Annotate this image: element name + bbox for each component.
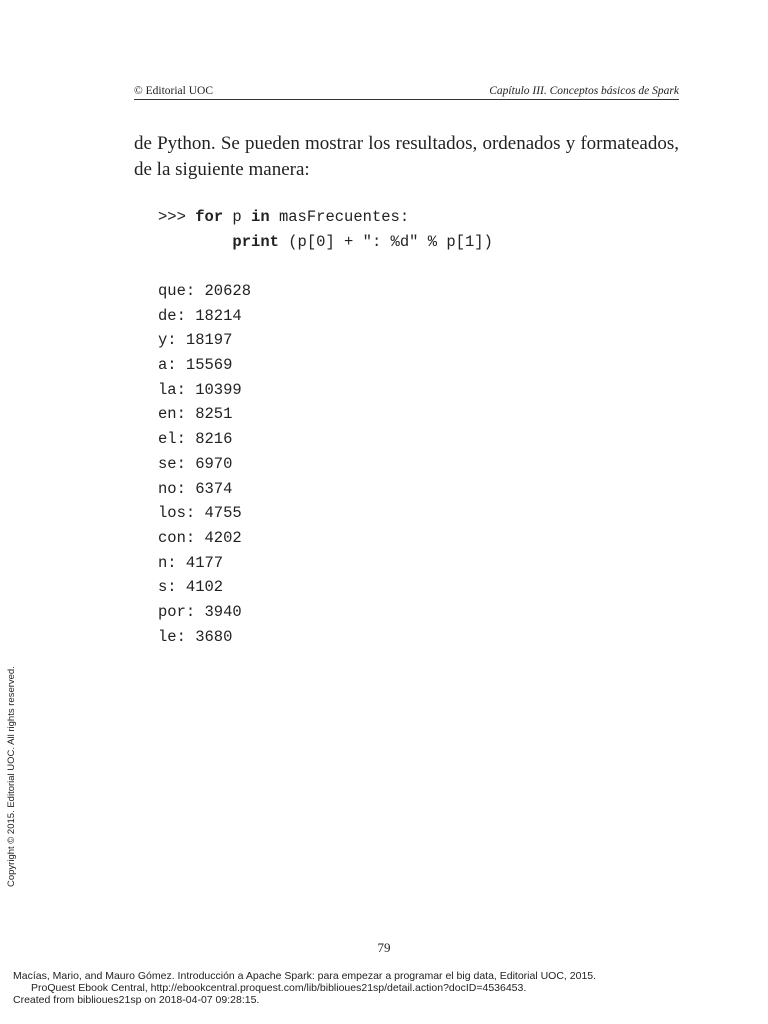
- output-row: no: 6374: [158, 479, 233, 498]
- output-row: de: 18214: [158, 306, 242, 325]
- code-var: p: [223, 208, 252, 226]
- page-number: 79: [377, 940, 391, 955]
- copyright-notice: Copyright © 2015. Editorial UOC. All rights reserved.: [6, 666, 17, 887]
- header-chapter-title: Capítulo III. Conceptos básicos de Spark: [489, 85, 679, 97]
- output-row: a: 15569: [158, 356, 233, 375]
- code-indent: [158, 233, 232, 251]
- code-block: [158, 205, 493, 255]
- output-row: n: 4177: [158, 553, 224, 572]
- output-row: en: 8251: [158, 405, 233, 424]
- output-row: se: 6970: [158, 454, 233, 473]
- code-keyword-for: for: [195, 208, 224, 226]
- body-paragraph: de Python. Se pueden mostrar los resultados, ordenados y formateados, de la siguiente manera:: [134, 133, 679, 180]
- header-publisher: © Editorial UOC: [134, 85, 214, 97]
- citation-line: Macías, Mario, and Mauro Gómez. Introducción a Apache Spark: para empezar a programar el big data, Editorial UOC, 2015.: [13, 970, 597, 982]
- citation-line: ProQuest Ebook Central, http://ebookcentral.proquest.com/lib/biblioues21sp/detail.action?docID=4536453.: [31, 982, 527, 994]
- code-keyword-in: in: [251, 208, 270, 226]
- citation-footer: [13, 970, 753, 1006]
- output-row: que: 20628: [158, 282, 252, 300]
- output-row: le: 3680: [158, 627, 233, 646]
- output-row: el: 8216: [158, 430, 233, 449]
- code-line-print: [158, 230, 493, 255]
- output-row: s: 4102: [158, 578, 224, 597]
- code-keyword-print: print: [232, 233, 279, 251]
- code-prompt: >>>: [158, 208, 196, 226]
- code-print-args: (p[0] + ": %d" % p[1]): [278, 233, 493, 251]
- output-row: por: 3940: [158, 602, 242, 621]
- citation-line: Created from biblioues21sp on 2018-04-07 09:28:15.: [13, 994, 260, 1006]
- output-row: con: 4202: [158, 528, 242, 547]
- output-row: y: 18197: [158, 331, 233, 350]
- output-row: los: 4755: [158, 504, 242, 523]
- code-line-for: [158, 205, 493, 230]
- running-header: [134, 85, 679, 100]
- code-iterable: masFrecuentes:: [269, 208, 410, 226]
- output-row: la: 10399: [158, 380, 242, 399]
- output-list: [158, 279, 251, 649]
